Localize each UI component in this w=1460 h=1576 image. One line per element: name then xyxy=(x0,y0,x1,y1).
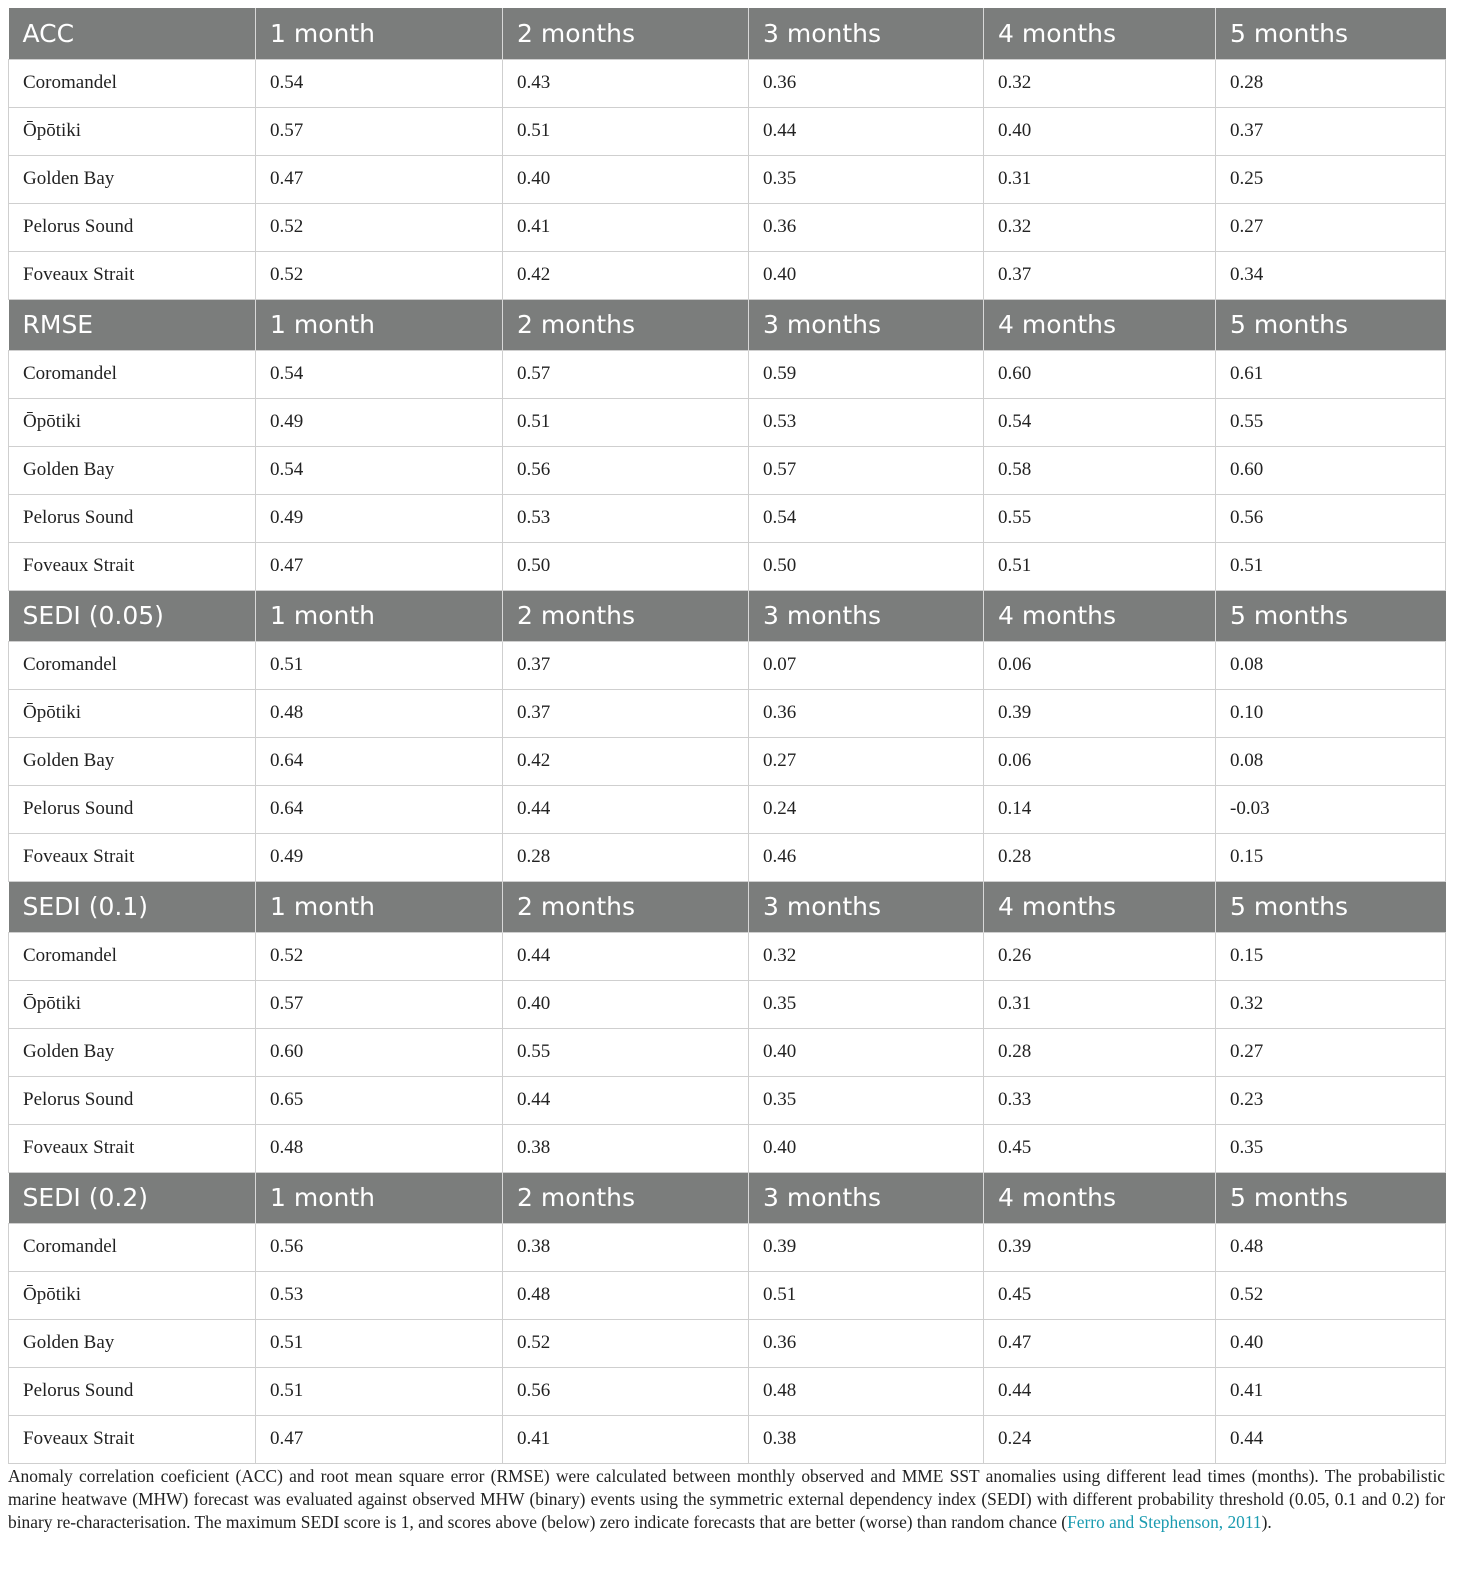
score-cell: 0.47 xyxy=(984,1319,1216,1367)
score-cell: 0.57 xyxy=(256,980,503,1028)
lead-time-header: 3 months xyxy=(749,590,984,641)
score-cell: 0.45 xyxy=(984,1271,1216,1319)
score-cell: 0.39 xyxy=(984,689,1216,737)
score-cell: 0.48 xyxy=(256,689,503,737)
score-cell: 0.51 xyxy=(749,1271,984,1319)
score-cell: 0.53 xyxy=(503,494,749,542)
lead-time-header: 4 months xyxy=(984,590,1216,641)
score-cell: 0.32 xyxy=(1216,980,1446,1028)
lead-time-header: 1 month xyxy=(256,299,503,350)
caption-reference-link[interactable]: Ferro and Stephenson, 2011 xyxy=(1067,1512,1262,1532)
score-cell: 0.56 xyxy=(1216,494,1446,542)
site-name: Foveaux Strait xyxy=(9,542,256,590)
table-row xyxy=(9,1319,1446,1367)
site-name: Foveaux Strait xyxy=(9,1124,256,1172)
score-cell: 0.61 xyxy=(1216,350,1446,398)
lead-time-header: 4 months xyxy=(984,1172,1216,1223)
table-row xyxy=(9,785,1446,833)
score-cell: 0.41 xyxy=(503,203,749,251)
lead-time-header: 4 months xyxy=(984,299,1216,350)
lead-time-header: 2 months xyxy=(503,8,749,59)
score-cell: 0.35 xyxy=(1216,1124,1446,1172)
section-header-row xyxy=(9,590,1446,641)
score-cell: 0.60 xyxy=(256,1028,503,1076)
score-cell: 0.36 xyxy=(749,59,984,107)
table-row xyxy=(9,641,1446,689)
score-cell: 0.59 xyxy=(749,350,984,398)
score-cell: 0.32 xyxy=(749,932,984,980)
table-row xyxy=(9,1223,1446,1271)
table-row xyxy=(9,446,1446,494)
table-caption xyxy=(8,1465,1445,1534)
score-cell: 0.52 xyxy=(503,1319,749,1367)
forecast-skill-table xyxy=(8,8,1446,1464)
lead-time-header: 3 months xyxy=(749,299,984,350)
score-cell: 0.52 xyxy=(256,932,503,980)
score-cell: 0.15 xyxy=(1216,932,1446,980)
score-cell: 0.26 xyxy=(984,932,1216,980)
score-cell: 0.35 xyxy=(749,980,984,1028)
score-cell: 0.65 xyxy=(256,1076,503,1124)
score-cell: 0.31 xyxy=(984,155,1216,203)
score-cell: 0.54 xyxy=(984,398,1216,446)
score-cell: 0.14 xyxy=(984,785,1216,833)
score-cell: 0.55 xyxy=(1216,398,1446,446)
metric-name: SEDI (0.1) xyxy=(9,881,256,932)
score-cell: 0.51 xyxy=(503,398,749,446)
table-row xyxy=(9,251,1446,299)
score-cell: 0.51 xyxy=(256,1319,503,1367)
score-cell: 0.40 xyxy=(984,107,1216,155)
table-row xyxy=(9,107,1446,155)
score-cell: 0.06 xyxy=(984,737,1216,785)
metric-name: SEDI (0.2) xyxy=(9,1172,256,1223)
score-cell: 0.47 xyxy=(256,1415,503,1463)
score-cell: 0.27 xyxy=(1216,1028,1446,1076)
table-row xyxy=(9,59,1446,107)
site-name: Ōpōtiki xyxy=(9,107,256,155)
site-name: Golden Bay xyxy=(9,737,256,785)
site-name: Ōpōtiki xyxy=(9,398,256,446)
score-cell: 0.34 xyxy=(1216,251,1446,299)
score-cell: 0.51 xyxy=(256,641,503,689)
score-cell: 0.46 xyxy=(749,833,984,881)
score-cell: 0.60 xyxy=(1216,446,1446,494)
lead-time-header: 1 month xyxy=(256,8,503,59)
score-cell: 0.38 xyxy=(749,1415,984,1463)
lead-time-header: 2 months xyxy=(503,299,749,350)
score-cell: 0.49 xyxy=(256,833,503,881)
lead-time-header: 2 months xyxy=(503,1172,749,1223)
metric-name: ACC xyxy=(9,8,256,59)
score-cell: 0.39 xyxy=(749,1223,984,1271)
table-row xyxy=(9,689,1446,737)
score-cell: 0.51 xyxy=(1216,542,1446,590)
score-cell: 0.51 xyxy=(503,107,749,155)
lead-time-header: 5 months xyxy=(1216,8,1446,59)
site-name: Coromandel xyxy=(9,350,256,398)
score-cell: 0.48 xyxy=(256,1124,503,1172)
score-cell: 0.49 xyxy=(256,398,503,446)
score-cell: 0.23 xyxy=(1216,1076,1446,1124)
score-cell: 0.40 xyxy=(1216,1319,1446,1367)
section-header-row xyxy=(9,1172,1446,1223)
lead-time-header: 4 months xyxy=(984,8,1216,59)
score-cell: 0.38 xyxy=(503,1223,749,1271)
score-cell: 0.24 xyxy=(984,1415,1216,1463)
lead-time-header: 5 months xyxy=(1216,590,1446,641)
score-cell: 0.54 xyxy=(256,59,503,107)
score-cell: 0.44 xyxy=(749,107,984,155)
score-cell: 0.42 xyxy=(503,737,749,785)
score-cell: 0.35 xyxy=(749,1076,984,1124)
table-row xyxy=(9,155,1446,203)
score-cell: 0.51 xyxy=(984,542,1216,590)
table-row xyxy=(9,398,1446,446)
lead-time-header: 5 months xyxy=(1216,1172,1446,1223)
score-cell: 0.10 xyxy=(1216,689,1446,737)
site-name: Golden Bay xyxy=(9,446,256,494)
score-cell: 0.41 xyxy=(503,1415,749,1463)
site-name: Coromandel xyxy=(9,932,256,980)
score-cell: 0.47 xyxy=(256,542,503,590)
table-row xyxy=(9,737,1446,785)
score-cell: 0.44 xyxy=(984,1367,1216,1415)
site-name: Coromandel xyxy=(9,1223,256,1271)
score-cell: 0.48 xyxy=(1216,1223,1446,1271)
score-cell: 0.57 xyxy=(503,350,749,398)
score-cell: 0.56 xyxy=(256,1223,503,1271)
lead-time-header: 3 months xyxy=(749,8,984,59)
site-name: Ōpōtiki xyxy=(9,980,256,1028)
score-cell: -0.03 xyxy=(1216,785,1446,833)
score-cell: 0.64 xyxy=(256,785,503,833)
table-row xyxy=(9,350,1446,398)
metrics-table-container xyxy=(8,8,1445,1464)
metric-name: RMSE xyxy=(9,299,256,350)
score-cell: 0.36 xyxy=(749,1319,984,1367)
lead-time-header: 5 months xyxy=(1216,299,1446,350)
score-cell: 0.44 xyxy=(503,1076,749,1124)
section-header-row xyxy=(9,881,1446,932)
score-cell: 0.28 xyxy=(984,1028,1216,1076)
score-cell: 0.32 xyxy=(984,203,1216,251)
lead-time-header: 3 months xyxy=(749,1172,984,1223)
caption-closing: ). xyxy=(1261,1512,1272,1532)
table-row xyxy=(9,1076,1446,1124)
site-name: Golden Bay xyxy=(9,1028,256,1076)
score-cell: 0.53 xyxy=(749,398,984,446)
score-cell: 0.54 xyxy=(749,494,984,542)
score-cell: 0.54 xyxy=(256,350,503,398)
lead-time-header: 5 months xyxy=(1216,881,1446,932)
score-cell: 0.24 xyxy=(749,785,984,833)
table-row xyxy=(9,932,1446,980)
site-name: Pelorus Sound xyxy=(9,1076,256,1124)
score-cell: 0.32 xyxy=(984,59,1216,107)
score-cell: 0.45 xyxy=(984,1124,1216,1172)
score-cell: 0.53 xyxy=(256,1271,503,1319)
site-name: Coromandel xyxy=(9,59,256,107)
score-cell: 0.06 xyxy=(984,641,1216,689)
site-name: Pelorus Sound xyxy=(9,203,256,251)
lead-time-header: 2 months xyxy=(503,590,749,641)
score-cell: 0.07 xyxy=(749,641,984,689)
site-name: Golden Bay xyxy=(9,1319,256,1367)
score-cell: 0.44 xyxy=(503,932,749,980)
score-cell: 0.35 xyxy=(749,155,984,203)
score-cell: 0.48 xyxy=(503,1271,749,1319)
score-cell: 0.48 xyxy=(749,1367,984,1415)
score-cell: 0.57 xyxy=(256,107,503,155)
score-cell: 0.38 xyxy=(503,1124,749,1172)
score-cell: 0.08 xyxy=(1216,641,1446,689)
score-cell: 0.43 xyxy=(503,59,749,107)
lead-time-header: 1 month xyxy=(256,1172,503,1223)
site-name: Golden Bay xyxy=(9,155,256,203)
table-row xyxy=(9,833,1446,881)
score-cell: 0.40 xyxy=(749,1028,984,1076)
score-cell: 0.47 xyxy=(256,155,503,203)
score-cell: 0.52 xyxy=(256,251,503,299)
caption-text: Anomaly correlation coeficient (ACC) and root mean square error (RMSE) were calculated between monthly observed and MME SST anomalies using different lead times (months). The probabilistic marine heatwave (MHW) forecast was evaluated against observed MHW (binary) events using the symmetric external dependency index (SEDI) with different probability threshold (0.05, 0.1 and 0.2) for binary re-characterisation. The maximum SEDI score is 1, and scores above (below) zero indicate forecasts that are better (worse) than random chance ( xyxy=(8,1466,1445,1532)
score-cell: 0.39 xyxy=(984,1223,1216,1271)
table-row xyxy=(9,1367,1446,1415)
score-cell: 0.44 xyxy=(1216,1415,1446,1463)
score-cell: 0.44 xyxy=(503,785,749,833)
score-cell: 0.58 xyxy=(984,446,1216,494)
score-cell: 0.31 xyxy=(984,980,1216,1028)
table-row xyxy=(9,542,1446,590)
table-row xyxy=(9,1124,1446,1172)
score-cell: 0.54 xyxy=(256,446,503,494)
lead-time-header: 1 month xyxy=(256,881,503,932)
score-cell: 0.40 xyxy=(749,251,984,299)
table-row xyxy=(9,494,1446,542)
score-cell: 0.08 xyxy=(1216,737,1446,785)
lead-time-header: 1 month xyxy=(256,590,503,641)
score-cell: 0.37 xyxy=(1216,107,1446,155)
score-cell: 0.52 xyxy=(1216,1271,1446,1319)
score-cell: 0.55 xyxy=(503,1028,749,1076)
score-cell: 0.56 xyxy=(503,446,749,494)
score-cell: 0.33 xyxy=(984,1076,1216,1124)
score-cell: 0.37 xyxy=(503,689,749,737)
score-cell: 0.40 xyxy=(503,155,749,203)
score-cell: 0.51 xyxy=(256,1367,503,1415)
score-cell: 0.27 xyxy=(749,737,984,785)
score-cell: 0.25 xyxy=(1216,155,1446,203)
table-row xyxy=(9,1028,1446,1076)
lead-time-header: 4 months xyxy=(984,881,1216,932)
score-cell: 0.56 xyxy=(503,1367,749,1415)
score-cell: 0.36 xyxy=(749,689,984,737)
score-cell: 0.15 xyxy=(1216,833,1446,881)
score-cell: 0.28 xyxy=(1216,59,1446,107)
score-cell: 0.49 xyxy=(256,494,503,542)
table-row xyxy=(9,1415,1446,1463)
lead-time-header: 3 months xyxy=(749,881,984,932)
table-row xyxy=(9,203,1446,251)
score-cell: 0.28 xyxy=(984,833,1216,881)
score-cell: 0.50 xyxy=(503,542,749,590)
lead-time-header: 2 months xyxy=(503,881,749,932)
score-cell: 0.55 xyxy=(984,494,1216,542)
site-name: Coromandel xyxy=(9,641,256,689)
score-cell: 0.52 xyxy=(256,203,503,251)
table-row xyxy=(9,980,1446,1028)
site-name: Foveaux Strait xyxy=(9,251,256,299)
score-cell: 0.50 xyxy=(749,542,984,590)
table-row xyxy=(9,1271,1446,1319)
site-name: Foveaux Strait xyxy=(9,833,256,881)
section-header-row xyxy=(9,299,1446,350)
score-cell: 0.57 xyxy=(749,446,984,494)
metric-name: SEDI (0.05) xyxy=(9,590,256,641)
site-name: Pelorus Sound xyxy=(9,1367,256,1415)
site-name: Pelorus Sound xyxy=(9,785,256,833)
site-name: Pelorus Sound xyxy=(9,494,256,542)
score-cell: 0.64 xyxy=(256,737,503,785)
score-cell: 0.37 xyxy=(984,251,1216,299)
site-name: Ōpōtiki xyxy=(9,1271,256,1319)
site-name: Ōpōtiki xyxy=(9,689,256,737)
section-header-row xyxy=(9,8,1446,59)
score-cell: 0.41 xyxy=(1216,1367,1446,1415)
score-cell: 0.36 xyxy=(749,203,984,251)
score-cell: 0.40 xyxy=(749,1124,984,1172)
score-cell: 0.37 xyxy=(503,641,749,689)
score-cell: 0.40 xyxy=(503,980,749,1028)
score-cell: 0.28 xyxy=(503,833,749,881)
score-cell: 0.42 xyxy=(503,251,749,299)
score-cell: 0.60 xyxy=(984,350,1216,398)
score-cell: 0.27 xyxy=(1216,203,1446,251)
site-name: Foveaux Strait xyxy=(9,1415,256,1463)
